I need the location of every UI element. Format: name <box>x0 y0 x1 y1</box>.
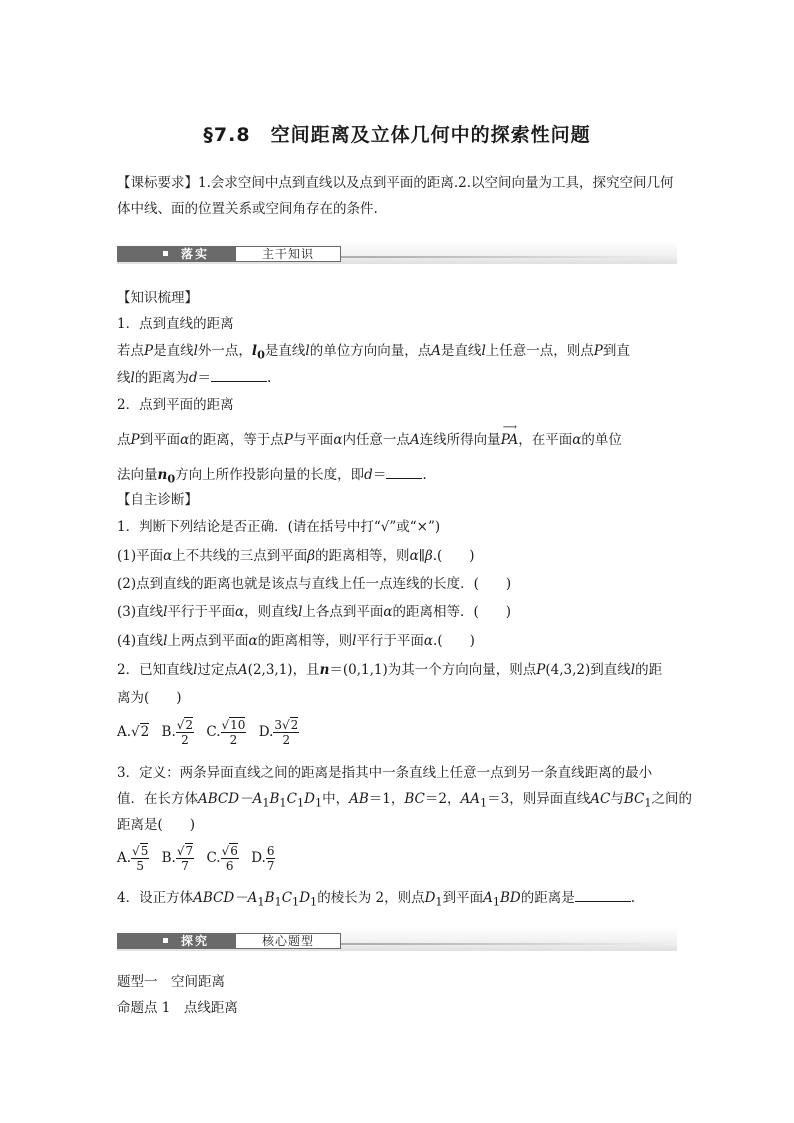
section-light-label: 主干知识 <box>235 246 341 262</box>
option-d[interactable]: D. $\frac{6}{7}$ <box>251 844 275 873</box>
square-bullet-icon <box>163 251 168 256</box>
answer-blank[interactable] <box>575 887 631 902</box>
question-1: 1．判断下列结论是否正确．(请在括号中打“√”或“×”) <box>117 519 441 535</box>
option-c[interactable]: C. $\frac{√6}{6}$ <box>206 844 238 873</box>
question-3-line-1: 3．定义：两条异面直线之间的距离是指其中一条直线上任意一点到另一条直线距离的最小 <box>117 765 653 781</box>
question-3-line-3: 距离是( ) <box>117 817 196 833</box>
question-2-line-2: 离为( ) <box>117 690 182 706</box>
section-bar-luoshi <box>117 240 677 264</box>
knowledge-para-1-line-1: 若点P是直线l外一点，$l_0$是直线l的单位方向向量，点A是直线l上任意一点，则点P到直 <box>117 343 630 362</box>
knowledge-para-1-line-2: 线l的距离为d＝ . <box>117 367 271 388</box>
vector-pa: ⟶ PA <box>501 430 519 450</box>
requirement-tag: 【课标要求】 <box>117 175 198 191</box>
option-d[interactable]: D. $\frac{3√2}{2}$ <box>258 718 299 747</box>
knowledge-heading-2: 2．点到平面的距离 <box>117 397 234 413</box>
question-3-options <box>117 843 283 873</box>
question-2-options <box>117 717 307 747</box>
option-b[interactable]: B. $\frac{√7}{7}$ <box>161 844 194 873</box>
section-light-label: 核心题型 <box>235 933 341 949</box>
requirement-line-2: 体中线、面的位置关系或空间角存在的条件. <box>117 201 378 217</box>
option-a[interactable]: A.√2 <box>117 724 150 740</box>
section-tag-dark <box>117 933 235 949</box>
vector-arrow-icon: ⟶ <box>502 422 518 433</box>
option-a[interactable]: A. $\frac{√5}{5}$ <box>117 844 149 873</box>
answer-blank[interactable] <box>386 464 422 479</box>
section-dark-label: 落实 <box>181 247 210 261</box>
requirement-text-1: 1.会求空间中点到直线以及点到平面的距离.2.以空间向量为工具，探究空间几何 <box>198 175 674 191</box>
question-2-line-1: 2．已知直线l过定点A(2,3,1)，且n＝(0,1,1)为其一个方向向量，则点P(4,3,2)到直线l的距 <box>117 662 663 678</box>
section-dark-label: 探究 <box>181 934 210 948</box>
statement-2: (2)点到直线的距离也就是该点与直线上任一点连线的长度．( ) <box>117 576 512 592</box>
diagnosis-tag: 【自主诊断】 <box>117 492 198 508</box>
square-bullet-icon <box>163 938 168 943</box>
knowledge-para-2-line-1: 点P到平面α的距离，等于点P与平面α内任意一点A连线所得向量 ⟶ PA，在平面α的单位 <box>117 430 622 450</box>
proposition-heading: 命题点 1 点线距离 <box>117 1000 238 1016</box>
option-c[interactable]: C. $\frac{√10}{2}$ <box>206 718 246 747</box>
answer-blank[interactable] <box>211 367 267 382</box>
page-title: §7.8 空间距离及立体几何中的探索性问题 <box>203 124 591 146</box>
statement-4: (4)直线l上两点到平面α的距离相等，则l平行于平面α.( ) <box>117 633 475 649</box>
section-bar-tanjiu <box>117 927 677 951</box>
knowledge-tag: 【知识梳理】 <box>117 290 198 306</box>
option-b[interactable]: B. $\frac{√2}{2}$ <box>161 718 194 747</box>
knowledge-heading-1: 1．点到直线的距离 <box>117 316 234 332</box>
statement-1: (1)平面α上不共线的三点到平面β的距离相等，则α∥β.( ) <box>117 548 475 564</box>
knowledge-para-2-line-2: 法向量$n_0$方向上所作投影向量的长度，即d＝ . <box>117 464 427 489</box>
requirement-line-1 <box>117 173 674 193</box>
question-4: 4．设正方体$ABCD-A_1B_1C_1D_1$的棱长为 2，则点$D_1$到平面$A_1BD$的距离是 . <box>117 887 635 913</box>
type-heading: 题型一 空间距离 <box>117 974 225 990</box>
section-tag-dark <box>117 246 235 262</box>
question-3-line-2: 值．在长方体$ABCD-A_1B_1C_1D_1$中，AB＝1，BC＝2，$AA_1=3$，则异面直线AC与$BC_1$之间的 <box>117 791 693 810</box>
statement-3: (3)直线l平行于平面α，则直线l上各点到平面α的距离相等．( ) <box>117 604 512 620</box>
